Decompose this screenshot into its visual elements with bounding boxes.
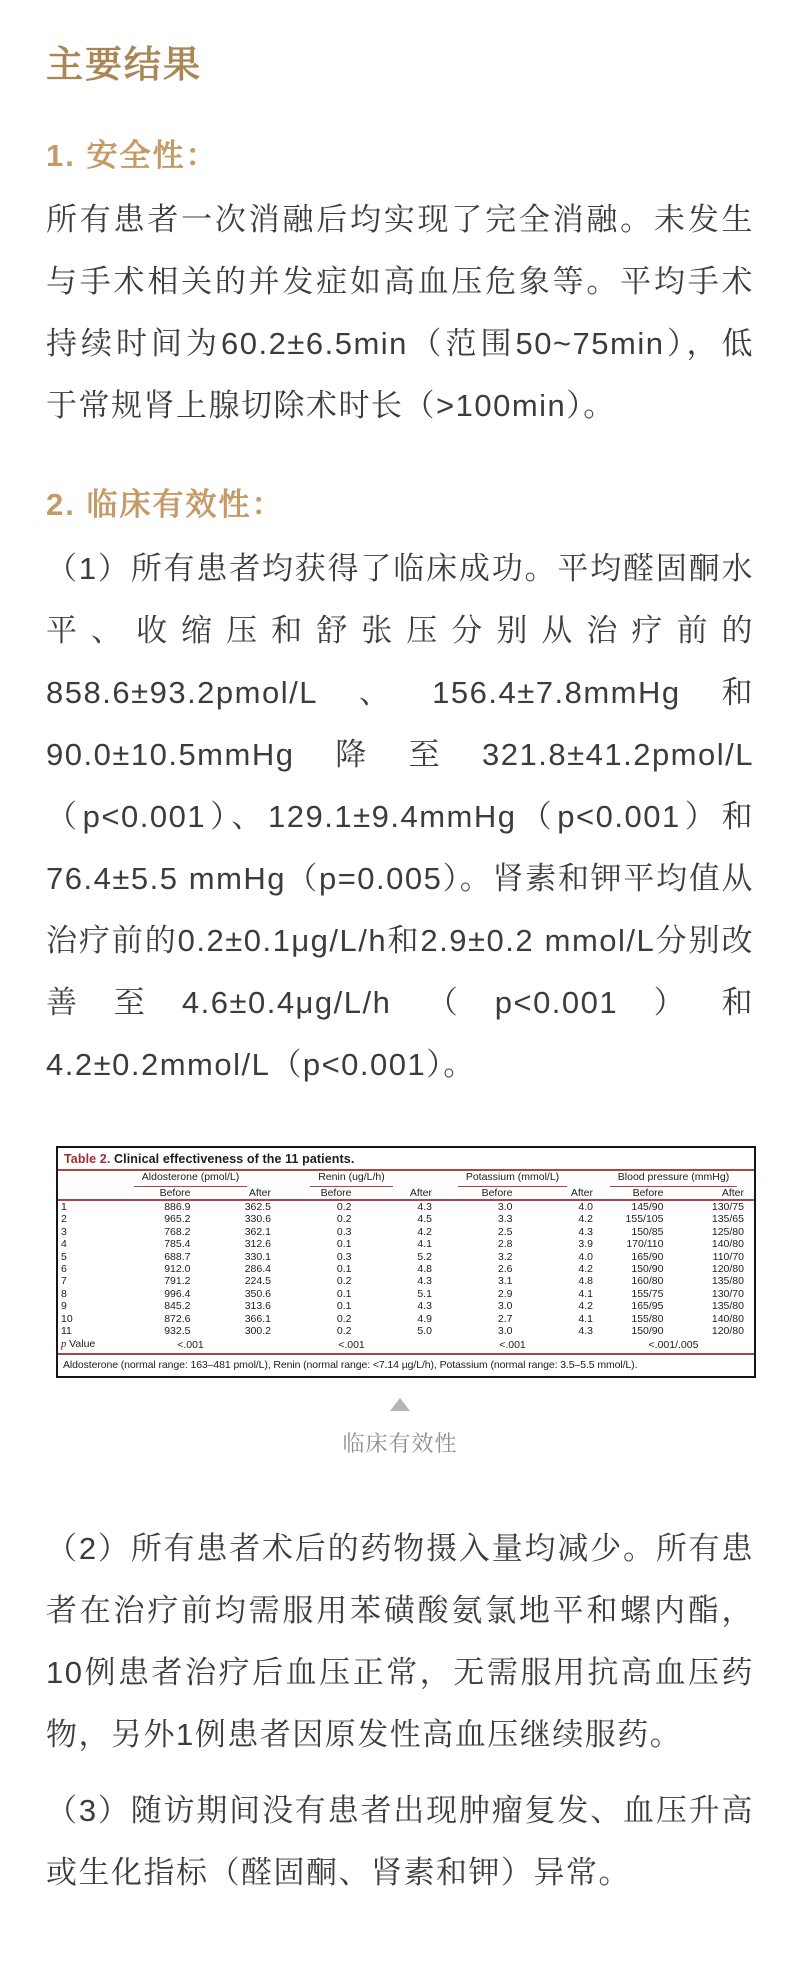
table-cell: 0.1 bbox=[336, 1300, 352, 1313]
effectiveness-paragraph-1: （1）所有患者均获得了临床成功。平均醛固酮水平、收缩压和舒张压分别从治疗前的858.6±93.2pmol/L、156.4±7.8mmHg和90.0±10.5mmHg降至321.8±41.2pmol/L（p<0.001）、129.1±9.4mmHg（p<0.001）和76.4±5.5 mmHg（p=0.005）。肾素和钾平均值从治疗前的0.2±0.1μg/L/h和2.9±0.2 mmol/L分别改善至4.6±0.4μg/L/h（p<0.001）和4.2±0.2mmol/L（p<0.001）。 bbox=[46, 551, 754, 1082]
table-cell: 4.2 bbox=[417, 1225, 432, 1238]
table-cell: 785.4 bbox=[164, 1238, 191, 1251]
table-cell: 886.9 bbox=[164, 1201, 191, 1213]
table-cell: 4.1 bbox=[578, 1312, 593, 1325]
table-cell: 155/80 bbox=[631, 1312, 664, 1325]
p-value-renin: <.001 bbox=[271, 1337, 432, 1354]
table-cell: 688.7 bbox=[164, 1250, 191, 1263]
table-cell: 0.2 bbox=[336, 1312, 352, 1325]
table-row bbox=[58, 1251, 754, 1263]
table-row bbox=[58, 1263, 754, 1275]
col-before: Before bbox=[593, 1187, 674, 1200]
table-cell: 3.0 bbox=[497, 1300, 513, 1313]
p-value-blood-pressure: <.001/.005 bbox=[593, 1337, 754, 1354]
table-row bbox=[58, 1200, 754, 1213]
table-cell: 4.2 bbox=[578, 1213, 593, 1226]
table-cell: 165/95 bbox=[631, 1300, 664, 1313]
table-cell: 313.6 bbox=[244, 1300, 271, 1313]
table-label: Table 2. bbox=[64, 1152, 111, 1166]
table-cell: 4.5 bbox=[417, 1213, 432, 1226]
table-body bbox=[58, 1200, 754, 1337]
table-row bbox=[58, 1275, 754, 1287]
patient-id: 8 bbox=[61, 1287, 67, 1300]
table-cell: 155/105 bbox=[625, 1213, 664, 1226]
table-cell: 135/80 bbox=[711, 1275, 744, 1288]
table-cell: 150/85 bbox=[631, 1225, 664, 1238]
col-after: After bbox=[191, 1187, 272, 1200]
table-cell: 155/75 bbox=[631, 1287, 664, 1300]
p-value-aldosterone: <.001 bbox=[110, 1337, 271, 1354]
article bbox=[0, 34, 800, 1904]
table-cell: 2.9 bbox=[497, 1287, 513, 1300]
group-potassium: Potassium (mmol/L) bbox=[432, 1171, 593, 1187]
patient-id: 9 bbox=[61, 1300, 67, 1313]
table-cell: 4.1 bbox=[417, 1238, 432, 1251]
table-cell: 3.9 bbox=[578, 1238, 593, 1251]
col-after: After bbox=[513, 1187, 594, 1200]
table-cell: 912.0 bbox=[164, 1263, 191, 1276]
table-cell: 4.3 bbox=[578, 1225, 593, 1238]
data-table bbox=[58, 1171, 754, 1355]
clinical-table bbox=[56, 1146, 756, 1378]
table-cell: 4.0 bbox=[578, 1250, 593, 1263]
table-cell: 2.7 bbox=[497, 1312, 513, 1325]
table-cell: 845.2 bbox=[164, 1300, 191, 1313]
patient-id: 11 bbox=[61, 1325, 72, 1338]
section-effectiveness-heading: 2. 临床有效性： bbox=[46, 487, 285, 522]
table-row bbox=[58, 1325, 754, 1337]
table-row bbox=[58, 1288, 754, 1300]
table-cell: 4.9 bbox=[417, 1312, 432, 1325]
table-cell: 2.8 bbox=[497, 1238, 513, 1251]
table-cell: 4.3 bbox=[417, 1300, 432, 1313]
p-value-row bbox=[58, 1337, 754, 1354]
table-cell: 3.3 bbox=[497, 1213, 513, 1226]
patient-id: 4 bbox=[61, 1238, 67, 1251]
table-cell: 2.6 bbox=[497, 1263, 513, 1276]
patient-id: 2 bbox=[61, 1213, 67, 1226]
table-cell: 4.3 bbox=[578, 1325, 593, 1338]
table-cell: 350.6 bbox=[244, 1287, 271, 1300]
table-cell: 110/70 bbox=[712, 1250, 744, 1263]
table-cell: 0.2 bbox=[336, 1213, 352, 1226]
group-header-row bbox=[58, 1171, 754, 1187]
table-cell: 140/80 bbox=[711, 1312, 744, 1325]
table-cell: 0.1 bbox=[336, 1263, 352, 1276]
table-title-text: Clinical effectiveness of the 11 patients. bbox=[114, 1152, 355, 1166]
table-cell: 125/80 bbox=[711, 1225, 744, 1238]
table-cell: 996.4 bbox=[164, 1287, 191, 1300]
patient-id: 10 bbox=[61, 1312, 73, 1325]
table-cell: 0.3 bbox=[336, 1225, 352, 1238]
group-blood-pressure: Blood pressure (mmHg) bbox=[593, 1171, 754, 1187]
col-after: After bbox=[352, 1187, 433, 1200]
p-value-potassium: <.001 bbox=[432, 1337, 593, 1354]
patient-id: 7 bbox=[61, 1275, 67, 1288]
table-cell: 0.3 bbox=[336, 1250, 352, 1263]
table-cell: 160/80 bbox=[631, 1275, 664, 1288]
effectiveness-paragraph-2: （2）所有患者术后的药物摄入量均减少。所有患者在治疗前均需服用苯磺酸氨氯地平和螺内酯，10例患者治疗后血压正常，无需服用抗高血压药物，另外1例患者因原发性高血压继续服药。 bbox=[46, 1531, 754, 1753]
table-cell: 872.6 bbox=[164, 1312, 191, 1325]
table-cell: 4.8 bbox=[578, 1275, 593, 1288]
table-cell: 4.2 bbox=[578, 1300, 593, 1313]
figure-caption: 临床有效性 bbox=[342, 1431, 458, 1457]
section-safety-heading: 1. 安全性： bbox=[46, 138, 219, 173]
safety-paragraph: 所有患者一次消融后均实现了完全消融。未发生与手术相关的并发症如高血压危象等。平均手术持续时间为60.2±6.5min（范围50~75min），低于常规肾上腺切除术时长（>100min）。 bbox=[46, 202, 754, 423]
col-before: Before bbox=[271, 1187, 352, 1200]
sub-header-row bbox=[58, 1187, 754, 1200]
col-before: Before bbox=[110, 1187, 191, 1200]
table-cell: 2.5 bbox=[497, 1225, 513, 1238]
table-row bbox=[58, 1213, 754, 1225]
patient-id: 3 bbox=[61, 1225, 67, 1238]
effectiveness-paragraph-3: （3）随访期间没有患者出现肿瘤复发、血压升高或生化指标（醛固酮、肾素和钾）异常。 bbox=[46, 1793, 754, 1891]
collapse-triangle-icon bbox=[390, 1398, 410, 1411]
table-cell: 362.1 bbox=[244, 1225, 271, 1238]
p-value-label: p Value bbox=[58, 1337, 110, 1354]
table-cell: 140/80 bbox=[711, 1238, 744, 1251]
table-figure bbox=[46, 1146, 754, 1458]
page-title: 主要结果 bbox=[46, 42, 202, 86]
table-cell: 0.1 bbox=[336, 1287, 352, 1300]
table-row bbox=[58, 1226, 754, 1238]
table-row bbox=[58, 1313, 754, 1325]
table-cell: 4.3 bbox=[417, 1275, 432, 1288]
table-cell: 300.2 bbox=[244, 1325, 271, 1338]
table-cell: 4.0 bbox=[578, 1201, 593, 1213]
table-cell: 0.2 bbox=[336, 1201, 352, 1213]
table-cell: 5.2 bbox=[417, 1250, 432, 1263]
patient-id: 6 bbox=[61, 1263, 67, 1276]
table-cell: 286.4 bbox=[244, 1263, 271, 1276]
table-cell: 120/80 bbox=[711, 1325, 744, 1338]
col-before: Before bbox=[432, 1187, 513, 1200]
table-row bbox=[58, 1300, 754, 1312]
table-cell: 932.5 bbox=[164, 1325, 191, 1338]
table-cell: 5.0 bbox=[417, 1325, 432, 1338]
patient-id: 1 bbox=[61, 1201, 67, 1213]
table-cell: 135/65 bbox=[711, 1213, 744, 1226]
table-cell: 4.8 bbox=[417, 1263, 432, 1276]
table-cell: 0.2 bbox=[336, 1325, 352, 1338]
table-cell: 4.3 bbox=[417, 1201, 432, 1213]
table-cell: 330.6 bbox=[244, 1213, 271, 1226]
table-cell: 0.2 bbox=[336, 1275, 352, 1288]
table-cell: 3.1 bbox=[497, 1275, 513, 1288]
table-row bbox=[58, 1238, 754, 1250]
table-cell: 0.1 bbox=[336, 1238, 352, 1251]
table-cell: 5.1 bbox=[417, 1287, 432, 1300]
table-cell: 366.1 bbox=[244, 1312, 271, 1325]
table-cell: 224.5 bbox=[244, 1275, 271, 1288]
table-cell: 791.2 bbox=[164, 1275, 191, 1288]
table-cell: 768.2 bbox=[164, 1225, 191, 1238]
table-cell: 312.6 bbox=[244, 1238, 271, 1251]
table-cell: 145/90 bbox=[631, 1201, 664, 1213]
patient-id: 5 bbox=[61, 1250, 67, 1263]
table-footnote: Aldosterone (normal range: 163–481 pmol/L), Renin (normal range: <7.14 µg/L/h), Potassium (normal range: 3.5–5.5 mmol/L). bbox=[63, 1359, 638, 1372]
table-cell: 165/90 bbox=[631, 1250, 664, 1263]
table-cell: 135/80 bbox=[711, 1300, 744, 1313]
table-cell: 150/90 bbox=[631, 1325, 664, 1338]
group-renin: Renin (ug/L/h) bbox=[271, 1171, 432, 1187]
table-cell: 4.1 bbox=[578, 1287, 593, 1300]
table-cell: 4.2 bbox=[578, 1263, 593, 1276]
table-cell: 965.2 bbox=[164, 1213, 191, 1226]
col-after: After bbox=[674, 1187, 755, 1200]
table-cell: 150/90 bbox=[631, 1263, 664, 1276]
table-title bbox=[58, 1148, 754, 1171]
table-cell: 3.0 bbox=[497, 1201, 513, 1213]
table-cell: 130/75 bbox=[711, 1201, 744, 1213]
table-cell: 330.1 bbox=[244, 1250, 271, 1263]
table-cell: 3.2 bbox=[497, 1250, 513, 1263]
table-cell: 362.5 bbox=[244, 1201, 271, 1213]
table-cell: 170/110 bbox=[626, 1238, 664, 1251]
table-cell: 3.0 bbox=[497, 1325, 513, 1338]
table-cell: 130/70 bbox=[711, 1287, 744, 1300]
table-cell: 120/80 bbox=[711, 1263, 744, 1276]
group-aldosterone: Aldosterone (pmol/L) bbox=[110, 1171, 271, 1187]
